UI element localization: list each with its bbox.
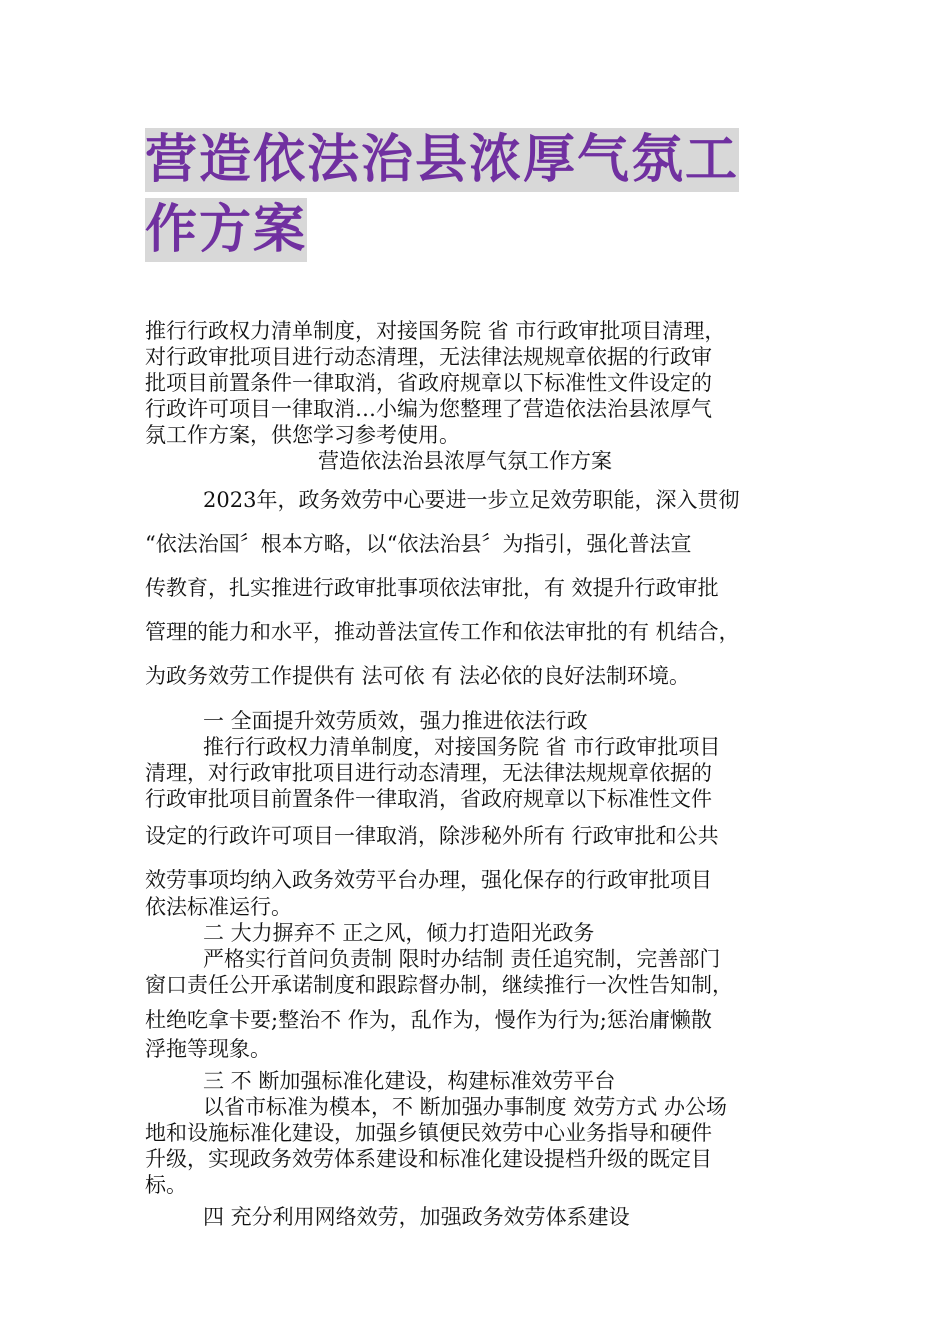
paragraph-line: 窗口责任公开承诺制度和跟踪督办制，继续推行一次性告知制， bbox=[145, 973, 733, 997]
section-heading: 一 全面提升效劳质效，强力推进依法行政 bbox=[203, 709, 588, 733]
paragraph-line: 依法标准运行。 bbox=[145, 895, 292, 919]
paragraph-line: 标。 bbox=[145, 1173, 187, 1197]
section-heading: 三 不 断加强标准化建设，构建标准效劳平台 bbox=[203, 1069, 616, 1093]
title-line-2: 作方案 bbox=[145, 200, 308, 260]
title-line-1: 营造依法治县浓厚气氛工 bbox=[145, 130, 740, 190]
document-subtitle: 营造依法治县浓厚气氛工作方案 bbox=[318, 449, 612, 473]
paragraph-line: 地和设施标准化建设，加强乡镇便民效劳中心业务指导和硬件 bbox=[145, 1121, 712, 1145]
paragraph-1 bbox=[145, 478, 815, 698]
paragraph-line: 设定的行政许可项目一律取消，除涉秘外所有 行政审批和公共 bbox=[145, 824, 719, 848]
intro-line: 氛工作方案，供您学习参考使用。 bbox=[145, 423, 460, 447]
paragraph-line: 清理，对行政审批项目进行动态清理，无法律法规规章依据的 bbox=[145, 761, 712, 785]
intro-line: 批项目前置条件一律取消，省政府规章以下标准性文件设定的 bbox=[145, 371, 712, 395]
intro-line: 对行政审批项目进行动态清理，无法律法规规章依据的行政审 bbox=[145, 345, 712, 369]
paragraph-line: 传教育，扎实推进行政审批事项依法审批，有 效提升行政审批 bbox=[145, 576, 719, 600]
paragraph-line: 浮拖等现象。 bbox=[145, 1037, 271, 1061]
section-4 bbox=[145, 1204, 815, 1230]
paragraph-line: 杜绝吃拿卡要;整治不 作为，乱作为，慢作为行为;惩治庸懒散 bbox=[145, 1008, 712, 1032]
paragraph-line: 严格实行首问负责制 限时办结制 责任追究制，完善部门 bbox=[203, 947, 721, 971]
paragraph-line: 行政审批项目前置条件一律取消，省政府规章以下标准性文件 bbox=[145, 787, 712, 811]
section-1 bbox=[145, 708, 815, 920]
paragraph-line: 管理的能力和水平，推动普法宣传工作和依法审批的有 机结合， bbox=[145, 620, 740, 644]
paragraph-line: “依法治国〞根本方略，以“依法治县〞为指引，强化普法宣 bbox=[145, 532, 692, 556]
paragraph-line: 为政务效劳工作提供有 法可依 有 法必依的良好法制环境。 bbox=[145, 664, 691, 688]
document-body bbox=[145, 318, 815, 1230]
intro-line: 行政许可项目一律取消…小编为您整理了营造依法治县浓厚气 bbox=[145, 397, 712, 421]
paragraph-line: 升级，实现政务效劳体系建设和标准化建设提档升级的既定目 bbox=[145, 1147, 712, 1171]
intro-paragraph bbox=[145, 318, 815, 448]
paragraph-line: 以省市标准为模本，不 断加强办事制度 效劳方式 办公场 bbox=[203, 1095, 728, 1119]
paragraph-line: 效劳事项均纳入政务效劳平台办理，强化保存的行政审批项目 bbox=[145, 868, 712, 892]
section-3 bbox=[145, 1068, 815, 1198]
section-2 bbox=[145, 920, 815, 1062]
section-heading: 二 大力摒弃不 正之风，倾力打造阳光政务 bbox=[203, 921, 595, 945]
intro-line: 推行行政权力清单制度，对接国务院 省 市行政审批项目清理， bbox=[145, 319, 726, 343]
document-title bbox=[145, 128, 815, 268]
paragraph-line: 2023年，政务效劳中心要进一步立足效劳职能，深入贯彻 bbox=[203, 488, 740, 512]
section-heading: 四 充分利用网络效劳，加强政务效劳体系建设 bbox=[203, 1205, 630, 1229]
paragraph-line: 推行行政权力清单制度，对接国务院 省 市行政审批项目 bbox=[203, 735, 721, 759]
